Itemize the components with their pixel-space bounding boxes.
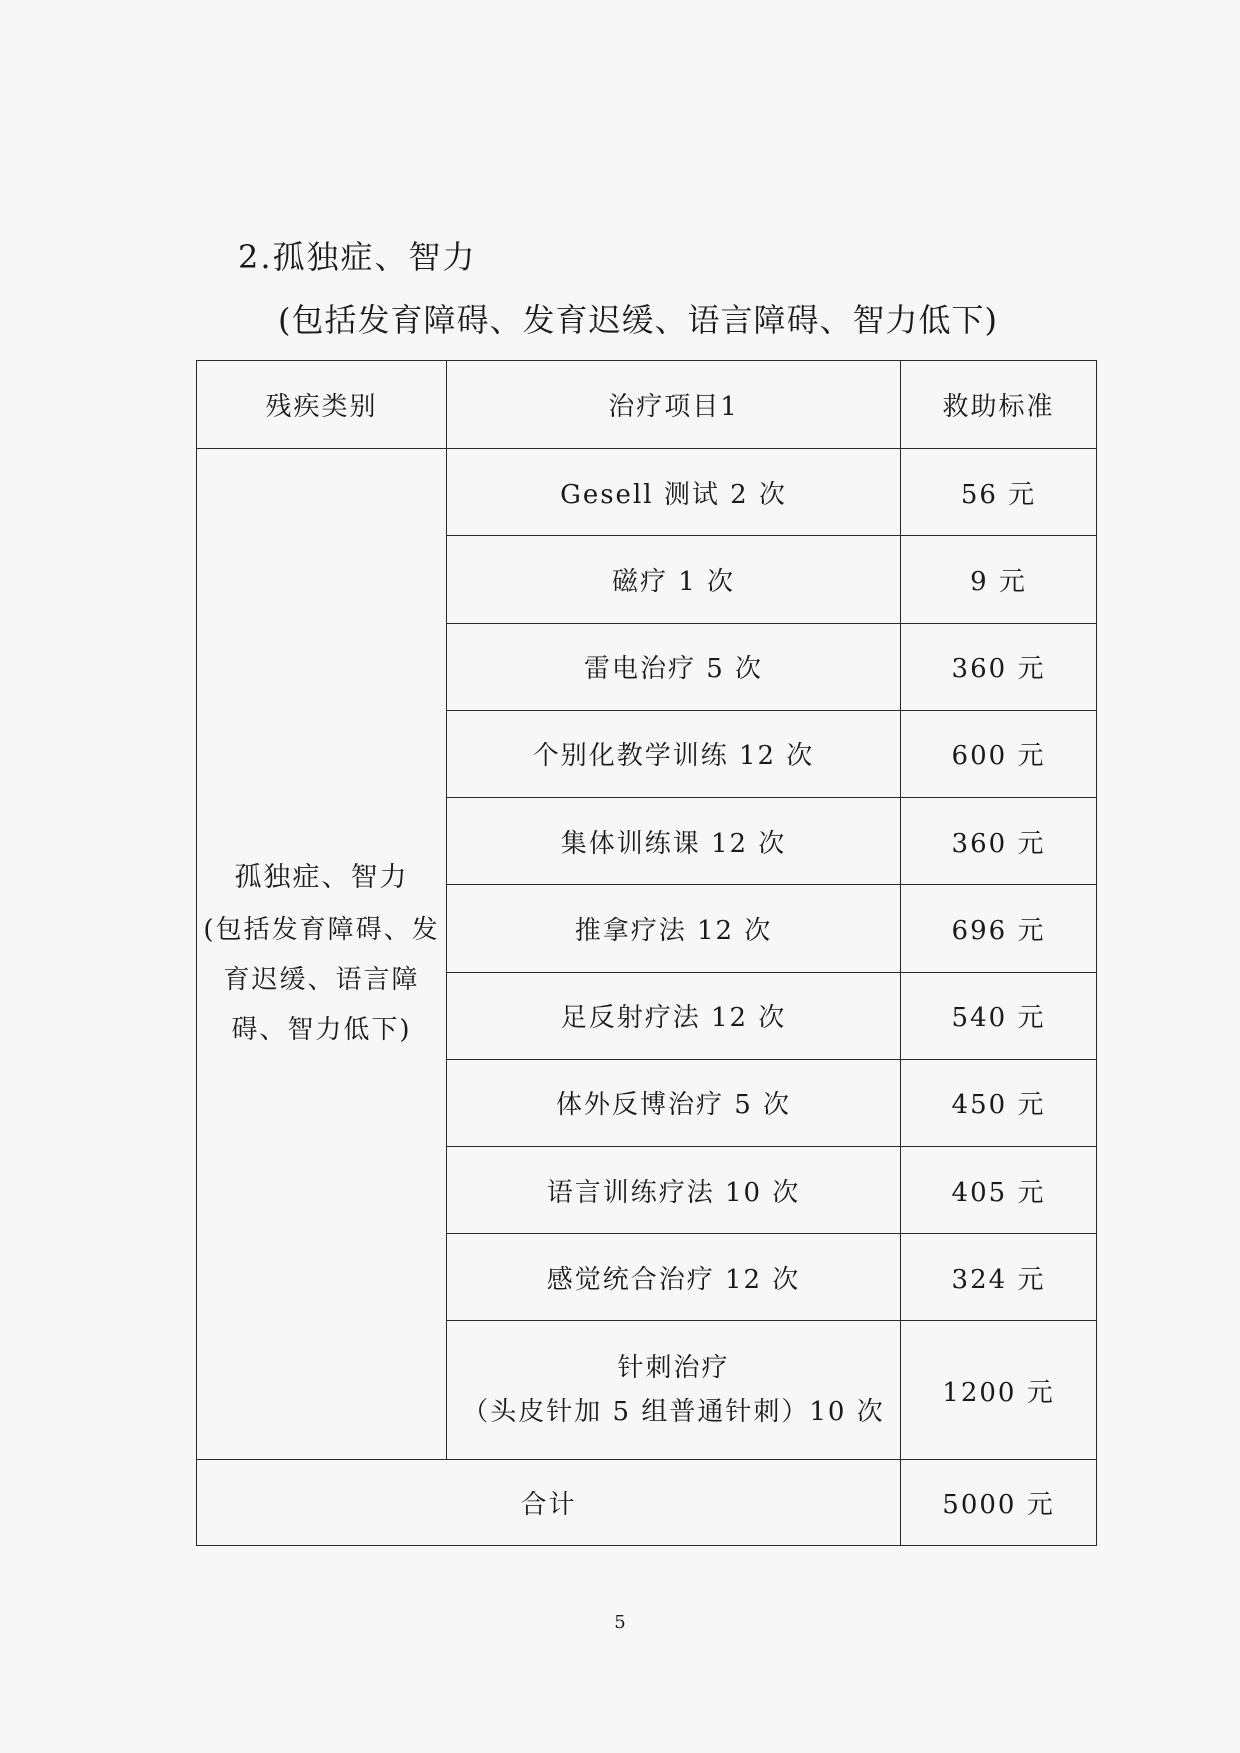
aid-standard: 360 元 [901,798,1097,885]
aid-standard: 540 元 [901,972,1097,1059]
header-disability-category: 残疾类别 [197,361,447,449]
total-standard: 5000 元 [901,1459,1097,1545]
treatment-item: 磁疗 1 次 [447,536,901,623]
treatment-item: 个别化教学训练 12 次 [447,710,901,797]
header-aid-standard: 救助标准 [901,361,1097,449]
total-label: 合计 [197,1459,901,1545]
treatment-item-line2: （头皮针加 5 组普通针刺）10 次 [462,1397,885,1428]
treatment-item: 雷电治疗 5 次 [447,623,901,710]
table-row [197,449,1097,536]
header-treatment-item: 治疗项目1 [447,361,901,449]
aid-standard-table [196,360,1097,1546]
treatment-item: 感觉统合治疗 12 次 [447,1234,901,1321]
treatment-item: 推拿疗法 12 次 [447,885,901,972]
treatment-item-line1: 针刺治疗 [617,1353,730,1384]
treatment-item: Gesell 测试 2 次 [447,449,901,536]
aid-standard: 450 元 [901,1059,1097,1146]
section-heading: 2.孤独症、智力 [238,238,477,276]
aid-standard: 1200 元 [901,1321,1097,1459]
category-cell [197,449,447,1460]
aid-standard: 696 元 [901,885,1097,972]
category-sub: (包括发育障碍、发育迟缓、语言障碍、智力低下) [203,914,440,1045]
treatment-item: 集体训练课 12 次 [447,798,901,885]
section-subheading: (包括发育障碍、发育迟缓、语言障碍、智力低下) [278,301,998,339]
table-header-row [197,361,1097,449]
category-main: 孤独症、智力 [234,861,409,893]
aid-standard: 360 元 [901,623,1097,710]
page-number: 5 [614,1612,626,1633]
aid-standard: 56 元 [901,449,1097,536]
aid-standard: 9 元 [901,536,1097,623]
total-row [197,1459,1097,1545]
treatment-item: 语言训练疗法 10 次 [447,1146,901,1233]
treatment-item: 体外反博治疗 5 次 [447,1059,901,1146]
treatment-item: 足反射疗法 12 次 [447,972,901,1059]
aid-standard: 324 元 [901,1234,1097,1321]
treatment-item [447,1321,901,1459]
aid-standard: 405 元 [901,1146,1097,1233]
aid-standard: 600 元 [901,710,1097,797]
